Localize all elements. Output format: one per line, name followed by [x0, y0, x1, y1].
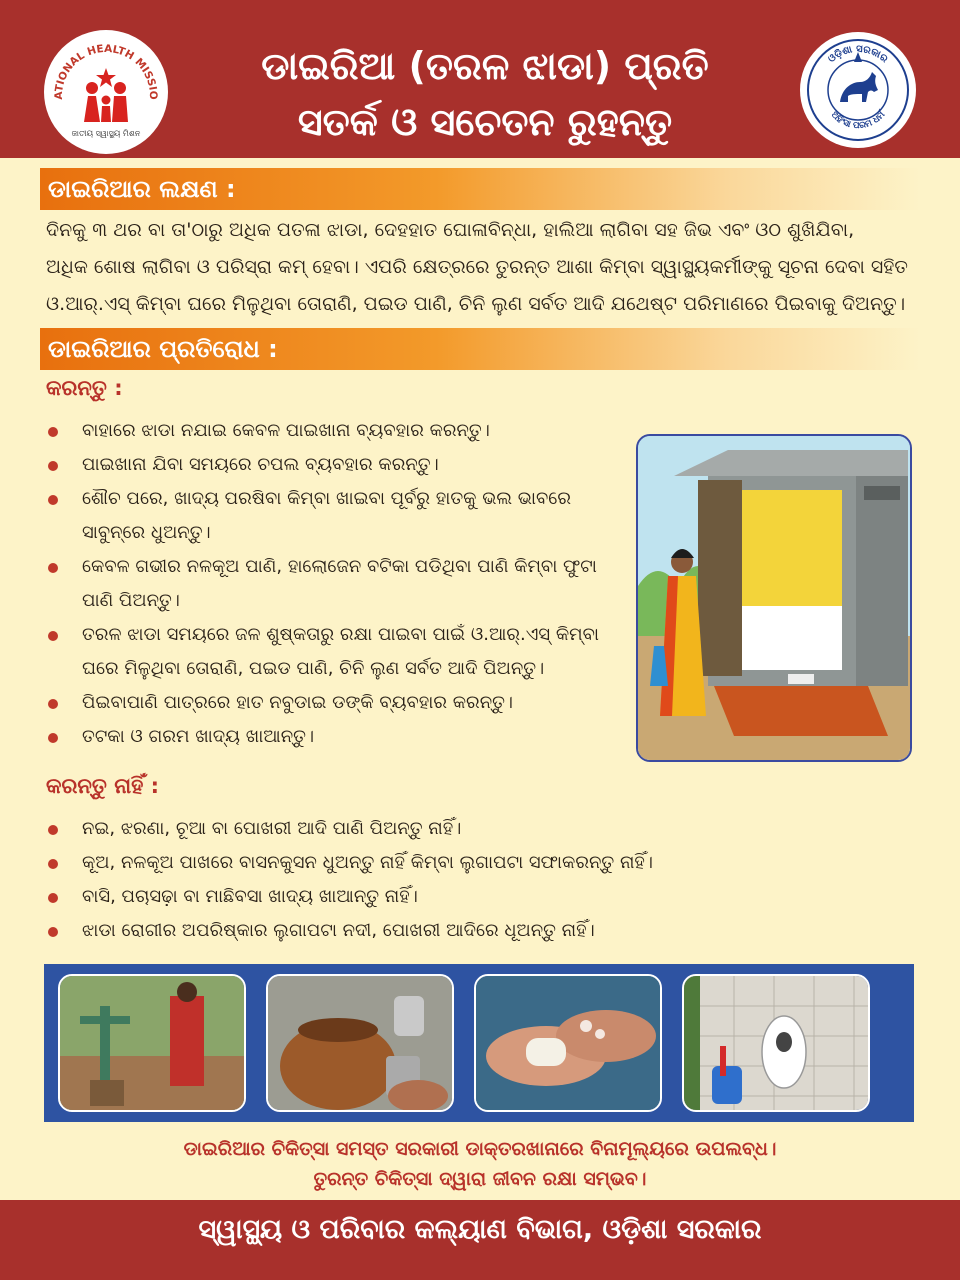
- covered-water-pot-photo: [266, 974, 454, 1112]
- page-title: [190, 38, 780, 150]
- symptoms-line: ଅଧିକ ଶୋଷ ଲାଗିବା ଓ ପରିସ୍ରା କମ୍ ହେବା। ଏପରି କ୍ଷେତ୍ରରେ ତୁରନ୍ତ ଆଶା କିମ୍ବା ସ୍ୱାସ୍ଥ୍ୟକର୍ମୀଙ୍କୁ ସୂଚନା ଦେବା ସହିତ: [46, 256, 908, 278]
- list-item: କୂଅ, ନଳକୂଅ ପାଖରେ ବାସନକୁସନ ଧୁଅନ୍ତୁ ନାହିଁ କିମ୍ବା ଲୁଗାପଟା ସଫାକରନ୍ତୁ ନାହିଁ।: [46, 846, 906, 880]
- nhm-arc-text: ATIONAL HEALTH MISSIO: [52, 42, 160, 100]
- list-item: ତଟକା ଓ ଗରମ ଖାଦ୍ୟ ଖାଆନ୍ତୁ।: [46, 720, 636, 754]
- list-item: ତରଳ ଝାଡା ସମୟରେ ଜଳ ଶୁଷ୍କତାରୁ ରକ୍ଷା ପାଇବା ପାଇଁ ଓ.ଆର୍.ଏସ୍ କିମ୍ବା ଘରେ ମିଳୁଥିବା ତୋରାଣି, ପଇଡ ପାଣି, ଚିନି ଲୁଣ ସର୍ବତ ଆଦି ପିଅନ୍ତୁ।: [46, 618, 636, 686]
- footer-banner: [0, 1200, 960, 1280]
- treatment-note: [0, 1134, 960, 1194]
- list-item: ବାହାରେ ଝାଡା ନଯାଇ କେବଳ ପାଇଖାନା ବ୍ୟବହାର କରନ୍ତୁ।: [46, 414, 636, 448]
- department-name: ସ୍ୱାସ୍ଥ୍ୟ ଓ ପରିବାର କଲ୍ୟାଣ ବିଭାଗ, ଓଡ଼ିଶା ସରକାର: [198, 1214, 762, 1245]
- list-item: ଝାଡା ରୋଗୀର ଅପରିଷ୍କାର ଲୁଗାପଟା ନଦୀ, ପୋଖରୀ ଆଦିରେ ଧୂଅନ୍ତୁ ନାହିଁ।: [46, 914, 906, 948]
- woman-at-toilet-illustration: [636, 434, 912, 762]
- handwashing-soap-photo: [474, 974, 662, 1112]
- dont-list: [46, 812, 906, 948]
- do-list: [46, 414, 636, 754]
- list-item: ପିଇବାପାଣି ପାତ୍ରରେ ହାତ ନବୁଡାଇ ଡଙ୍କି ବ୍ୟବହାର କରନ୍ତୁ।: [46, 686, 636, 720]
- photo-strip: [44, 964, 914, 1122]
- odisha-bottom-text: ଅହିଂସା ପରମ ଧର୍ମ: [828, 110, 888, 132]
- list-item: ବାସି, ପଚାସଢ଼ା ବା ମାଛିବସା ଖାଦ୍ୟ ଖାଆନ୍ତୁ ନାହିଁ।: [46, 880, 906, 914]
- clean-latrine-photo: [682, 974, 870, 1112]
- dont-heading: କରନ୍ତୁ ନାହିଁ :: [46, 774, 160, 798]
- odisha-top-text: ଓଡ଼ିଶା ସରକାର: [826, 43, 890, 66]
- list-item: ଶୌଚ ପରେ, ଖାଦ୍ୟ ପରଷିବା କିମ୍ବା ଖାଇବା ପୂର୍ବରୁ ହାତକୁ ଭଲ ଭାବରେ ସାବୁନ୍‌ରେ ଧୁଅନ୍ତୁ।: [46, 482, 636, 550]
- horse-emblem-icon: [800, 32, 916, 148]
- list-item: ନଇ, ଝରଣା, ଚୂଆ ବା ପୋଖରୀ ଆଦି ପାଣି ପିଅନ୍ତୁ ନାହିଁ।: [46, 812, 906, 846]
- symptoms-line: ଓ.ଆର୍.ଏସ୍ କିମ୍ବା ଘରେ ମିଳୁଥିବା ତୋରାଣି, ପଇଡ ପାଣି, ଚିନି ଲୁଣ ସର୍ବତ ଆଦି ଯଥେଷ୍ଟ ପରିମାଣରେ ପିଇବାକୁ ଦିଅନ୍ତୁ।: [46, 293, 906, 315]
- nhm-caption: ଜାତୀୟ ସ୍ୱାସ୍ଥ୍ୟ ମିଶନ: [71, 129, 141, 138]
- hand-pump-photo: [58, 974, 246, 1112]
- title-line-2: ସତର୍କ ଓ ସଚେତନ ରୁହନ୍ତୁ: [297, 100, 673, 144]
- svg-text:NATIONAL HEALTH MISSION: [44, 30, 159, 100]
- symptoms-line: ଦିନକୁ ୩ ଥର ବା ତା'ଠାରୁ ଅଧିକ ପତଳା ଝାଡା, ଦେହହାତ ଘୋଳାବିନ୍ଧା, ହାଲିଆ ଲାଗିବା ସହ ଜିଭ ଏବଂ ଓଠ ଶୁଖିଯିବା,: [46, 219, 855, 241]
- family-icon: [44, 30, 168, 154]
- odisha-govt-emblem: [800, 32, 916, 148]
- do-heading: କରନ୍ତୁ :: [46, 376, 123, 400]
- header-banner: [0, 0, 960, 158]
- symptoms-heading: ଡାଇରିଆର ଲକ୍ଷଣ :: [40, 168, 920, 210]
- prevention-heading: ଡାଇରିଆର ପ୍ରତିରୋଧ :: [40, 328, 920, 370]
- treatment-note-line-1: ଡାଇରିଆର ଚିକିତ୍ସା ସମସ୍ତ ସରକାରୀ ଡାକ୍ତରଖାନାରେ ବିନାମୂଲ୍ୟରେ ଉପଲବ୍ଧ।: [183, 1138, 777, 1160]
- nhm-logo: [44, 30, 168, 154]
- list-item: କେବଳ ଗଭୀର ନଳକୂଅ ପାଣି, ହାଲୋଜେନ ବଟିକା ପଡିଥିବା ପାଣି କିମ୍ବା ଫୁଟା ପାଣି ପିଅନ୍ତୁ।: [46, 550, 636, 618]
- list-item: ପାଇଖାନା ଯିବା ସମୟରେ ଚପଲ ବ୍ୟବହାର କରନ୍ତୁ।: [46, 448, 636, 482]
- symptoms-text: [46, 212, 926, 323]
- title-line-1: ଡାଇରିଆ (ତରଳ ଝାଡା) ପ୍ରତି: [261, 44, 709, 88]
- treatment-note-line-2: ତୁରନ୍ତ ଚିକିତ୍ସା ଦ୍ୱାରା ଜୀବନ ରକ୍ଷା ସମ୍ଭବ।: [313, 1168, 647, 1190]
